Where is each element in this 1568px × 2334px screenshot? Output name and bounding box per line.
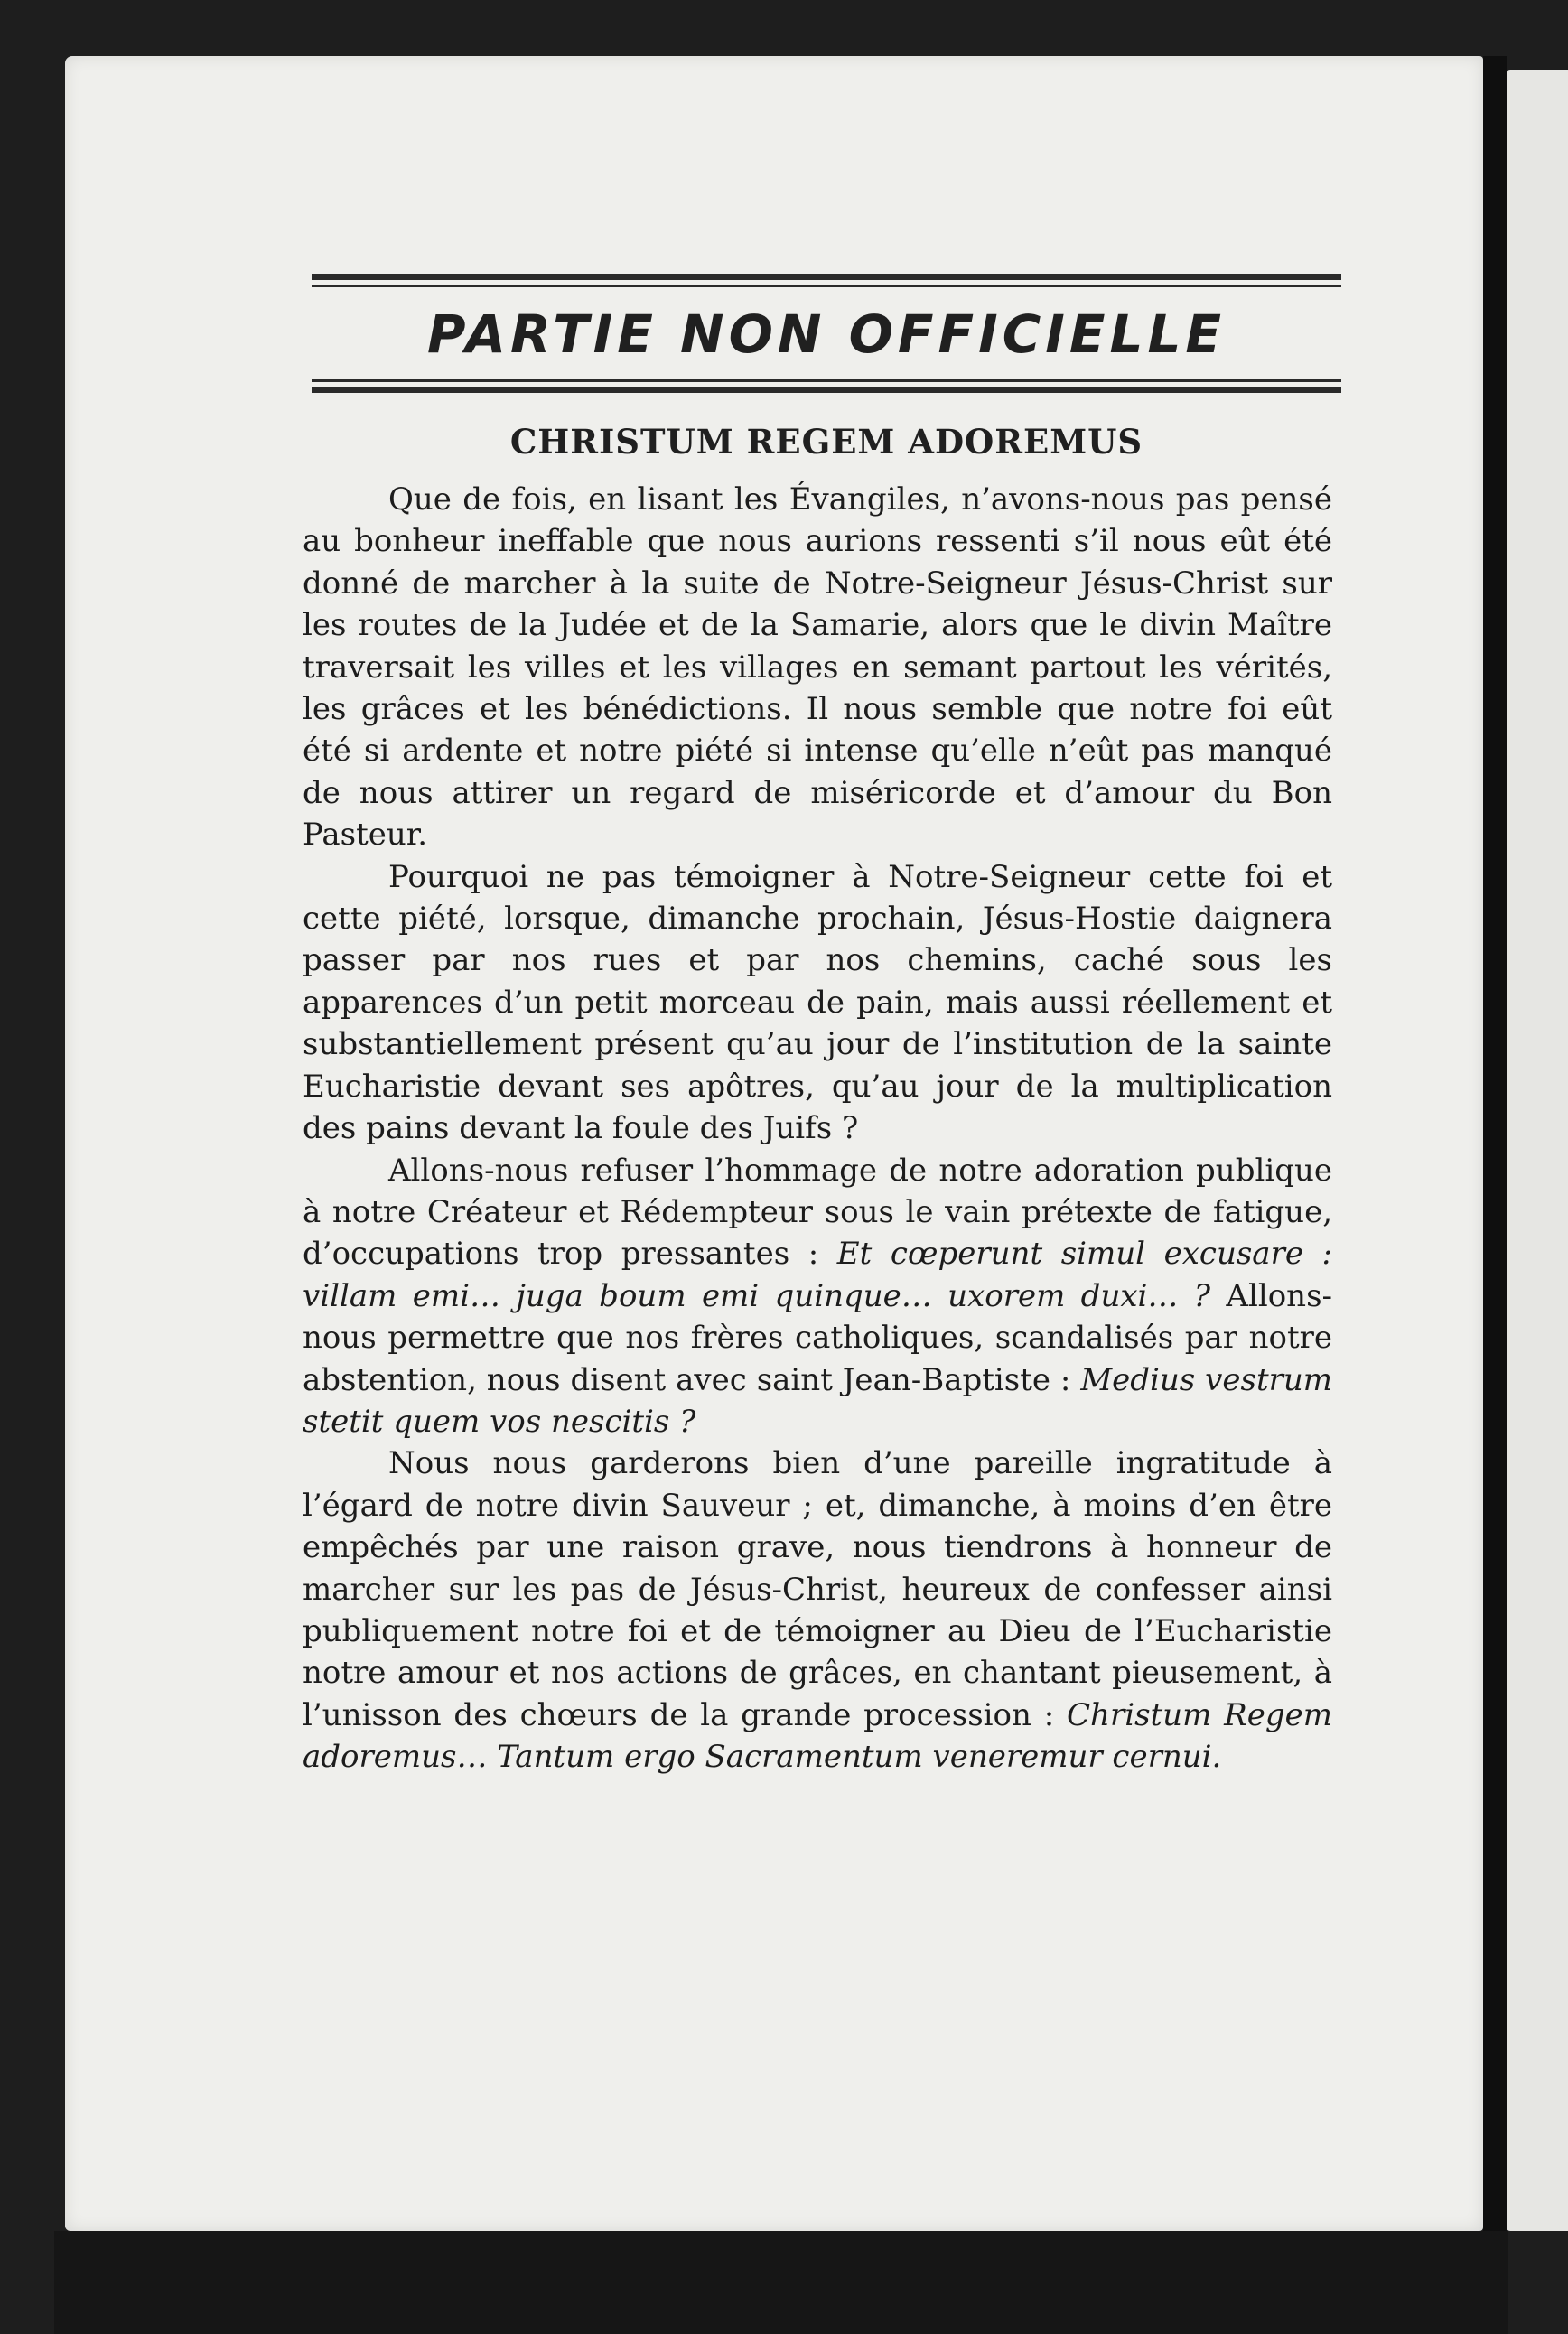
bottom-rule-thick bbox=[312, 387, 1341, 393]
top-rule-thin bbox=[312, 285, 1341, 287]
bottom-rule-thin bbox=[312, 379, 1341, 382]
book-spine-shadow bbox=[1483, 56, 1507, 2231]
article-title: CHRISTUM REGEM ADOREMUS bbox=[509, 422, 1143, 462]
article-body bbox=[303, 479, 1332, 1779]
paragraph-text: Nous nous garderons bien d’une pareille ingratitude à l’égard de notre divin Sauveur ; et, dimanche, à moins d’en être empêchés par une raison grave, nous tiendrons à honneur de marcher sur les pas de Jésus-Christ, heureux de confesser ainsi publiquement notre foi et de témoigner au Dieu de l’Eucharistie notre amour et nos actions de grâces, en chantant pieusement, à l’unisson des chœurs de la grande procession : bbox=[303, 1445, 1332, 1733]
paragraph-1 bbox=[303, 479, 1332, 856]
italic-latin-quote: Et cœperunt simul excusare : villam emi… juga boum emi quinque… uxorem duxi… ? bbox=[303, 1236, 1332, 1314]
paragraph-2 bbox=[303, 856, 1332, 1150]
bottom-shadow bbox=[54, 2231, 1508, 2334]
paragraph-text: Pourquoi ne pas témoigner à Notre-Seigneur cette foi et cette piété, lorsque, dimanche prochain, Jésus-Hostie daignera passer par nos rues et par nos chemins, caché sous les apparences d’un petit morceau de pain, mais aussi réellement et substantiellement présent qu’au jour de l’institution de la sainte Eucharistie devant ses apôtres, qu’au jour de la multiplication des pains devant la foule des Juifs ? bbox=[303, 858, 1332, 1147]
italic-latin-quote: Medius vestrum stetit quem vos nescitis ? bbox=[303, 1361, 1332, 1440]
top-rule-thick bbox=[312, 274, 1341, 280]
section-title: PARTIE NON OFFICIELLE bbox=[426, 303, 1227, 365]
paragraph-text: Allons-nous refuser l’hommage de notre adoration publique à notre Créateur et Rédempteur sous le vain prétexte de fatigue, d’occupations trop pressantes : bbox=[303, 1152, 1332, 1273]
paragraph-text: Allons-nous permettre que nos frères catholiques, scandalisés par notre abstention, nous disent avec saint Jean-Baptiste : bbox=[303, 1277, 1332, 1398]
paragraph-4 bbox=[303, 1442, 1332, 1778]
italic-latin-quote: Christum Regem adoremus… Tantum ergo Sacramentum veneremur cernui. bbox=[303, 1696, 1332, 1776]
adjacent-page-edge bbox=[1507, 70, 1568, 2231]
paragraph-3 bbox=[303, 1150, 1332, 1443]
paragraph-text: Que de fois, en lisant les Évangiles, n’avons-nous pas pensé au bonheur ineffable que nous aurions ressenti s’il nous eût été donné de marcher à la suite de Notre-Seigneur Jésus-Christ sur les routes de la Judée et de la Samarie, alors que le divin Maître traversait les villes et les villages en semant partout les vérités, les grâces et les bénédictions. Il nous semble que notre foi eût été si ardente et notre piété si intense qu’elle n’eût pas manqué de nous attirer un regard de miséricorde et d’amour du Bon Pasteur. bbox=[303, 481, 1332, 854]
